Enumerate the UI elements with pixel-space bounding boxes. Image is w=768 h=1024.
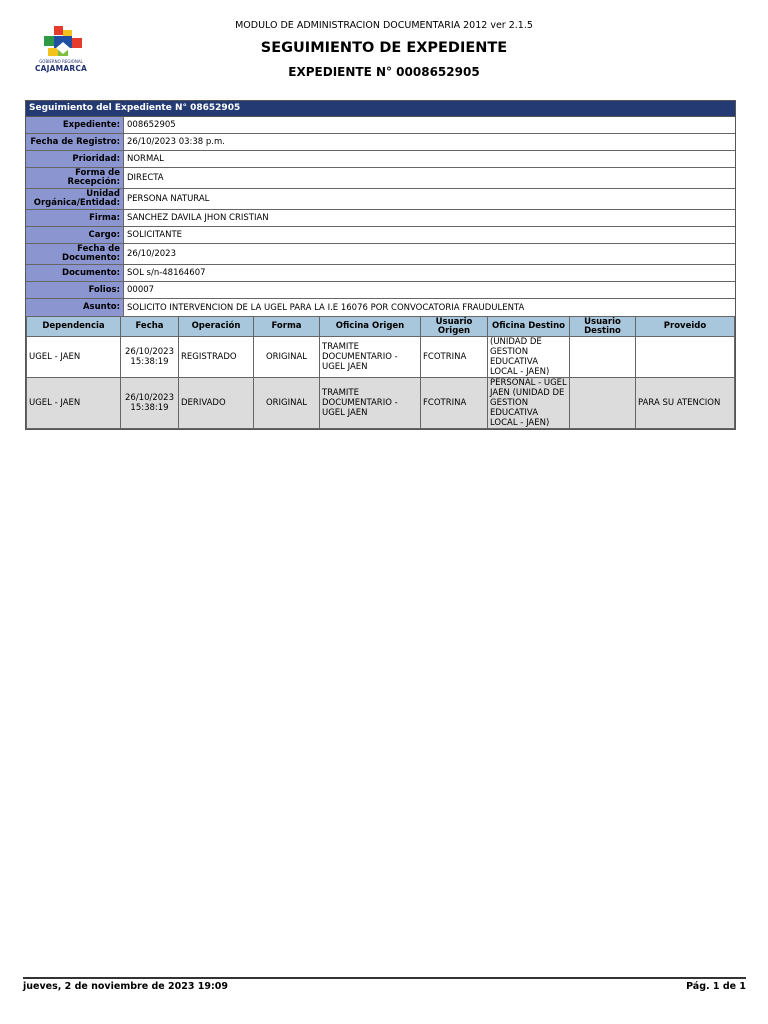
info-row-firma: [26, 210, 735, 227]
table-cell: FCOTRINA: [421, 337, 488, 378]
table-cell: ORIGINAL: [254, 378, 320, 429]
info-label: Cargo:: [26, 227, 124, 243]
page-subtitle: EXPEDIENTE N° 0008652905: [288, 65, 480, 79]
column-header: Usuario Origen: [421, 317, 488, 337]
logo-text: CAJAMARCA: [34, 64, 88, 73]
table-cell: 26/10/2023 15:38:19: [121, 337, 179, 378]
info-label: Prioridad:: [26, 151, 124, 167]
movements-table: [26, 316, 735, 429]
report-footer: [23, 977, 746, 999]
info-row-fecha-registro: [26, 134, 735, 151]
page-number: Pág. 1 de 1: [686, 981, 746, 992]
report-header: [0, 0, 768, 95]
table-cell: [636, 337, 735, 378]
expediente-panel: [25, 100, 736, 430]
info-row-expediente: [26, 117, 735, 134]
info-value: SOLICITANTE: [127, 230, 183, 240]
info-label: Folios:: [26, 282, 124, 298]
column-header: Usuario Destino: [570, 317, 636, 337]
column-header: Forma: [254, 317, 320, 337]
column-header: Dependencia: [27, 317, 121, 337]
info-value: SOL s/n-48164607: [127, 268, 206, 278]
info-value: SOLICITO INTERVENCION DE LA UGEL PARA LA I.E 16076 POR CONVOCATORIA FRAUDULENTA: [127, 302, 525, 313]
logo-small-text: GOBIERNO REGIONAL: [39, 59, 83, 64]
info-row-prioridad: [26, 151, 735, 168]
info-label: Unidad Orgánica/Entidad:: [26, 189, 124, 209]
info-value: 26/10/2023 03:38 p.m.: [127, 137, 225, 147]
table-cell: (UNIDAD DE GESTION EDUCATIVA LOCAL - JAEN): [488, 337, 570, 378]
footer-date: jueves, 2 de noviembre de 2023 19:09: [23, 981, 228, 992]
table-cell: TRAMITE DOCUMENTARIO - UGEL JAEN: [320, 337, 421, 378]
table-header-row: [27, 317, 735, 337]
page-title: SEGUIMIENTO DE EXPEDIENTE: [260, 40, 508, 56]
table-cell: FCOTRINA: [421, 378, 488, 429]
column-header: Operación: [179, 317, 254, 337]
info-value: PERSONA NATURAL: [127, 194, 210, 204]
info-label: Forma de Recepción:: [26, 168, 124, 188]
column-header: Proveido: [636, 317, 735, 337]
info-row-documento: [26, 265, 735, 282]
column-header: Fecha: [121, 317, 179, 337]
table-row: [27, 378, 735, 429]
info-row-unidad-organica: [26, 189, 735, 210]
info-value: SANCHEZ DAVILA JHON CRISTIAN: [127, 213, 269, 223]
info-row-forma-recepcion: [26, 168, 735, 189]
info-label: Expediente:: [26, 117, 124, 133]
info-value: 00007: [127, 285, 155, 295]
info-label: Documento:: [26, 265, 124, 281]
info-value: DIRECTA: [127, 173, 164, 183]
table-row: [27, 337, 735, 378]
table-cell: ORIGINAL: [254, 337, 320, 378]
table-cell: [570, 378, 636, 429]
info-label: Fecha de Registro:: [26, 134, 124, 150]
table-cell: PERSONAL - UGEL JAEN (UNIDAD DE GESTION EDUCATIVA LOCAL - JAEN): [488, 378, 570, 429]
info-label: Fecha de Documento:: [26, 244, 124, 264]
column-header: Oficina Origen: [320, 317, 421, 337]
table-cell: UGEL - JAEN: [27, 378, 121, 429]
table-cell: TRAMITE DOCUMENTARIO - UGEL JAEN: [320, 378, 421, 429]
info-label: Asunto:: [26, 299, 124, 316]
table-cell: DERIVADO: [179, 378, 254, 429]
table-cell: PARA SU ATENCION: [636, 378, 735, 429]
table-cell: [570, 337, 636, 378]
info-label: Firma:: [26, 210, 124, 226]
info-value: 008652905: [127, 120, 176, 130]
column-header: Oficina Destino: [488, 317, 570, 337]
info-row-fecha-documento: [26, 244, 735, 265]
table-cell: REGISTRADO: [179, 337, 254, 378]
info-value: 26/10/2023: [127, 249, 176, 259]
module-title: MODULO DE ADMINISTRACION DOCUMENTARIA 2012 ver 2.1.5: [235, 20, 533, 31]
info-row-asunto: [26, 299, 735, 316]
info-row-folios: [26, 282, 735, 299]
info-value: NORMAL: [127, 154, 164, 164]
info-row-cargo: [26, 227, 735, 244]
table-cell: 26/10/2023 15:38:19: [121, 378, 179, 429]
panel-title: Seguimiento del Expediente N° 08652905: [26, 101, 735, 117]
table-cell: UGEL - JAEN: [27, 337, 121, 378]
